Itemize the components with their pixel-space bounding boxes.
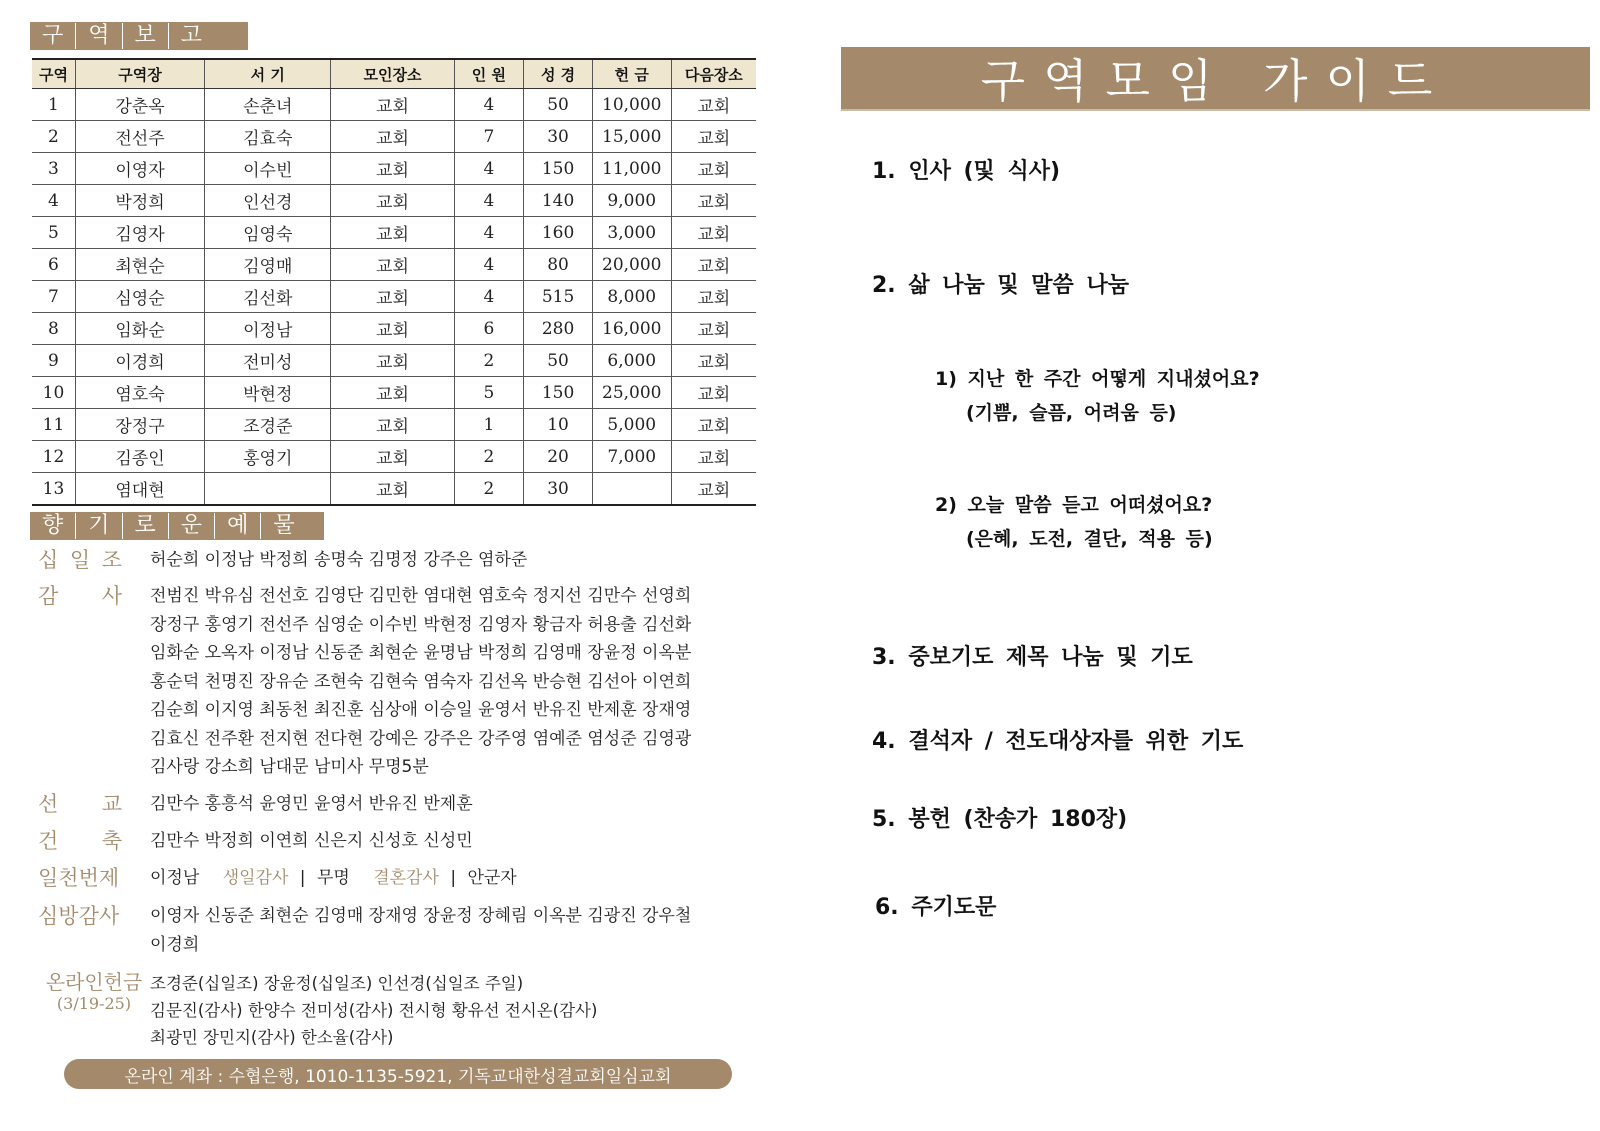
col-header-secretary: 서 기: [205, 59, 331, 89]
cell-next-place: 교회: [671, 313, 756, 345]
cell-next-place: 교회: [671, 473, 756, 506]
cell-attendance: 7: [454, 121, 524, 153]
cell-district: 5: [32, 217, 75, 249]
cell-district: 9: [32, 345, 75, 377]
label-char: 십: [38, 548, 59, 572]
cell-district: 13: [32, 473, 75, 506]
names-line: 김문진(감사) 한양수 전미성(감사) 전시형 황유선 전시온(감사): [150, 1001, 598, 1020]
cell-place: 교회: [331, 121, 454, 153]
cell-next-place: 교회: [671, 409, 756, 441]
cell-bible: 160: [524, 217, 593, 249]
title-char: 보: [123, 23, 169, 49]
cell-next-place: 교회: [671, 281, 756, 313]
thanks-row: [38, 582, 780, 782]
separator: |: [299, 868, 306, 888]
tithe-row: [38, 546, 780, 575]
cell-next-place: 교회: [671, 89, 756, 121]
table-row: [32, 121, 756, 153]
label-char: 일: [69, 548, 91, 572]
col-header-attendance: 인 원: [454, 59, 524, 89]
wedding-thanks-name: 안군자: [467, 868, 517, 888]
cell-next-place: 교회: [671, 345, 756, 377]
names-line: 최광민 장민지(감사) 한소율(감사): [150, 1028, 394, 1047]
cell-bible: 80: [524, 249, 593, 281]
district-report-table: [32, 58, 756, 506]
birthday-thanks-label: 생일감사: [222, 868, 289, 888]
separator: |: [450, 868, 457, 888]
title-char: 향: [30, 513, 76, 539]
col-header-bible: 성 경: [524, 59, 593, 89]
table-row: [32, 441, 756, 473]
cell-district: 3: [32, 153, 75, 185]
cell-secretary: 조경준: [205, 409, 331, 441]
cell-place: 교회: [331, 153, 454, 185]
table-header-row: [32, 59, 756, 89]
visit-names: [150, 902, 780, 960]
table-row: [32, 345, 756, 377]
cell-place: 교회: [331, 473, 454, 506]
title-char: 고: [180, 23, 203, 48]
cell-place: 교회: [331, 281, 454, 313]
cell-offering: 9,000: [592, 185, 671, 217]
title-char: 기: [76, 513, 122, 539]
cell-leader: 심영순: [75, 281, 204, 313]
sub-question: 2) 오늘 말씀 듣고 어떠셨어요?: [935, 494, 1213, 516]
cell-offering: 11,000: [592, 153, 671, 185]
label-char: 감: [38, 584, 59, 608]
names-line: 전범진 박유심 전선호 김영단 김민한 염대현 염호숙 정지선 김만수 선영희: [150, 586, 692, 606]
cell-secretary: 손춘녀: [205, 89, 331, 121]
cell-place: 교회: [331, 313, 454, 345]
cell-place: 교회: [331, 217, 454, 249]
table-row: [32, 281, 756, 313]
cell-attendance: 6: [454, 313, 524, 345]
names-line: 홍순덕 천명진 장유순 조현숙 김현숙 염숙자 김선옥 반승현 김선아 이연희: [150, 671, 692, 692]
mission-row: [38, 790, 780, 819]
cell-next-place: 교회: [671, 121, 756, 153]
cell-secretary: 이수빈: [205, 153, 331, 185]
cell-secretary: [205, 473, 331, 506]
building-row: [38, 827, 780, 856]
cell-attendance: 5: [454, 377, 524, 409]
cell-place: 교회: [331, 345, 454, 377]
guide-subitem-2: [935, 488, 1213, 556]
title-char: 로: [123, 513, 169, 539]
building-names: 김만수 박정희 이연희 신은지 신성호 신성민: [150, 831, 473, 851]
label-char: 선: [38, 792, 59, 816]
names-line: 김효신 전주환 전지현 전다현 강예은 강주은 강주영 염예준 염성준 김영광: [150, 728, 692, 749]
ilcheon-names: [150, 864, 780, 893]
col-header-offering: 헌 금: [592, 59, 671, 89]
names-line: 장정구 홍영기 전선주 심영순 이수빈 박현정 김영자 황금자 허용출 김선화: [150, 614, 692, 635]
cell-bible: 280: [524, 313, 593, 345]
names-line: 이경희: [150, 935, 200, 955]
cell-offering: 3,000: [592, 217, 671, 249]
cell-offering: 16,000: [592, 313, 671, 345]
cell-leader: 이경희: [75, 345, 204, 377]
cell-leader: 염대현: [75, 473, 204, 506]
building-label: [38, 827, 150, 856]
cell-bible: 150: [524, 377, 593, 409]
cell-place: 교회: [331, 441, 454, 473]
table-row: [32, 313, 756, 345]
label-char: 사: [101, 584, 122, 608]
cell-district: 4: [32, 185, 75, 217]
birthday-thanks-name: 무명: [316, 868, 350, 888]
cell-district: 2: [32, 121, 75, 153]
cell-leader: 장정구: [75, 409, 204, 441]
offering-section-title: [30, 512, 324, 540]
guide-item-3: 3. 중보기도 제목 나눔 및 기도: [872, 645, 1193, 670]
cell-bible: 50: [524, 89, 593, 121]
cell-offering: 20,000: [592, 249, 671, 281]
col-header-leader: 구역장: [75, 59, 204, 89]
title-char: 구: [30, 23, 76, 49]
names-line: 조경준(십일조) 장윤정(십일조) 인선경(십일조 주일): [150, 974, 524, 993]
names-line: 임화순 오옥자 이정남 신동준 최현순 윤명남 박정희 김영매 장윤정 이옥분: [150, 643, 692, 663]
cell-bible: 50: [524, 345, 593, 377]
guide-item-1: 1. 인사 (및 식사): [872, 159, 1061, 184]
cell-district: 7: [32, 281, 75, 313]
table-row: [32, 473, 756, 506]
cell-bible: 515: [524, 281, 593, 313]
names-line: 김순희 이지영 최동천 최진훈 심상애 이승일 윤영서 반유진 반제훈 장재영: [150, 700, 692, 720]
cell-attendance: 4: [454, 249, 524, 281]
label-char: 건: [38, 829, 59, 853]
cell-secretary: 이정남: [205, 313, 331, 345]
cell-next-place: 교회: [671, 441, 756, 473]
title-char: 물: [273, 513, 295, 538]
wedding-thanks-label: 결혼감사: [373, 868, 439, 888]
table-row: [32, 153, 756, 185]
cell-bible: 30: [524, 121, 593, 153]
names-line: 김사랑 강소희 남대문 남미사 무명5분: [150, 757, 429, 777]
cell-district: 11: [32, 409, 75, 441]
cell-leader: 김영자: [75, 217, 204, 249]
ilcheon-row: [38, 864, 780, 893]
cell-next-place: 교회: [671, 153, 756, 185]
table-row: [32, 89, 756, 121]
cell-secretary: 김효숙: [205, 121, 331, 153]
cell-attendance: 2: [454, 473, 524, 506]
ilcheon-name: 이정남: [150, 868, 200, 888]
table-row: [32, 409, 756, 441]
cell-attendance: 4: [454, 153, 524, 185]
tithe-names: 허순희 이정남 박정희 송명숙 김명정 강주은 염하준: [150, 550, 528, 570]
table-row: [32, 217, 756, 249]
cell-next-place: 교회: [671, 377, 756, 409]
cell-next-place: 교회: [671, 217, 756, 249]
visit-row: [38, 902, 780, 960]
cell-offering: 15,000: [592, 121, 671, 153]
ilcheon-label: 일천번제: [38, 866, 120, 890]
label-char: 조: [101, 548, 122, 572]
cell-offering: 6,000: [592, 345, 671, 377]
cell-bible: 20: [524, 441, 593, 473]
online-label: [38, 970, 150, 1051]
sub-examples: (기쁨, 슬픔, 어려움 등): [966, 402, 1177, 424]
table-row: [32, 377, 756, 409]
online-date: (3/19-25): [56, 994, 132, 1013]
label-char: 축: [101, 829, 122, 853]
online-names: [150, 970, 780, 1051]
guide-subitem-1: [935, 362, 1260, 430]
online-account-banner: 온라인 계좌 : 수협은행, 1010-1135-5921, 기독교대한성결교회일심교회: [64, 1059, 732, 1089]
guide-item-4: 4. 결석자 / 전도대상자를 위한 기도: [872, 729, 1244, 754]
cell-attendance: 2: [454, 441, 524, 473]
cell-next-place: 교회: [671, 185, 756, 217]
label-char: 교: [101, 792, 122, 816]
cell-attendance: 4: [454, 185, 524, 217]
cell-offering: 7,000: [592, 441, 671, 473]
table-row: [32, 249, 756, 281]
sub-question: 1) 지난 한 주간 어떻게 지내셨어요?: [935, 368, 1260, 390]
table-row: [32, 185, 756, 217]
cell-offering: [592, 473, 671, 506]
cell-bible: 150: [524, 153, 593, 185]
cell-attendance: 4: [454, 89, 524, 121]
cell-secretary: 임영숙: [205, 217, 331, 249]
sub-examples: (은혜, 도전, 결단, 적용 등): [966, 528, 1213, 550]
cell-place: 교회: [331, 249, 454, 281]
cell-district: 12: [32, 441, 75, 473]
cell-leader: 이영자: [75, 153, 204, 185]
cell-offering: 10,000: [592, 89, 671, 121]
guide-title: 구역모임 가이드: [841, 47, 1590, 111]
cell-district: 6: [32, 249, 75, 281]
cell-place: 교회: [331, 185, 454, 217]
cell-place: 교회: [331, 409, 454, 441]
title-char: 운: [169, 513, 215, 539]
cell-secretary: 김선화: [205, 281, 331, 313]
tithe-label: [38, 546, 150, 575]
cell-attendance: 2: [454, 345, 524, 377]
thanks-label: [38, 582, 150, 782]
cell-leader: 박정희: [75, 185, 204, 217]
col-header-next-place: 다음장소: [671, 59, 756, 89]
cell-secretary: 김영매: [205, 249, 331, 281]
col-header-district: 구역: [32, 59, 75, 89]
title-char: 역: [76, 23, 122, 49]
cell-secretary: 인선경: [205, 185, 331, 217]
cell-attendance: 1: [454, 409, 524, 441]
cell-bible: 140: [524, 185, 593, 217]
cell-district: 1: [32, 89, 75, 121]
cell-leader: 최현순: [75, 249, 204, 281]
cell-leader: 전선주: [75, 121, 204, 153]
cell-district: 10: [32, 377, 75, 409]
cell-leader: 염호숙: [75, 377, 204, 409]
cell-place: 교회: [331, 89, 454, 121]
cell-leader: 김종인: [75, 441, 204, 473]
mission-label: [38, 790, 150, 819]
online-label-text: 온라인헌금: [45, 970, 143, 994]
cell-offering: 8,000: [592, 281, 671, 313]
report-section-title: [30, 22, 248, 50]
cell-bible: 10: [524, 409, 593, 441]
visit-label: 심방감사: [38, 904, 120, 928]
cell-secretary: 전미성: [205, 345, 331, 377]
cell-leader: 강춘옥: [75, 89, 204, 121]
cell-place: 교회: [331, 377, 454, 409]
cell-bible: 30: [524, 473, 593, 506]
guide-item-6: 6. 주기도문: [875, 895, 997, 920]
cell-district: 8: [32, 313, 75, 345]
guide-item-5: 5. 봉헌 (찬송가 180장): [872, 807, 1128, 832]
names-line: 이영자 신동준 최현순 김영매 장재영 장윤정 장혜림 이옥분 김광진 강우철: [150, 906, 692, 926]
online-row: [38, 970, 780, 1051]
cell-attendance: 4: [454, 217, 524, 249]
cell-offering: 5,000: [592, 409, 671, 441]
cell-next-place: 교회: [671, 249, 756, 281]
title-char: 예: [215, 513, 261, 539]
cell-leader: 임화순: [75, 313, 204, 345]
cell-secretary: 박현정: [205, 377, 331, 409]
cell-attendance: 4: [454, 281, 524, 313]
guide-item-2: 2. 삶 나눔 및 말씀 나눔: [872, 273, 1129, 298]
col-header-place: 모인장소: [331, 59, 454, 89]
cell-secretary: 홍영기: [205, 441, 331, 473]
mission-names: 김만수 홍흥석 윤영민 윤영서 반유진 반제훈: [150, 794, 473, 814]
cell-offering: 25,000: [592, 377, 671, 409]
thanks-names: [150, 582, 780, 782]
